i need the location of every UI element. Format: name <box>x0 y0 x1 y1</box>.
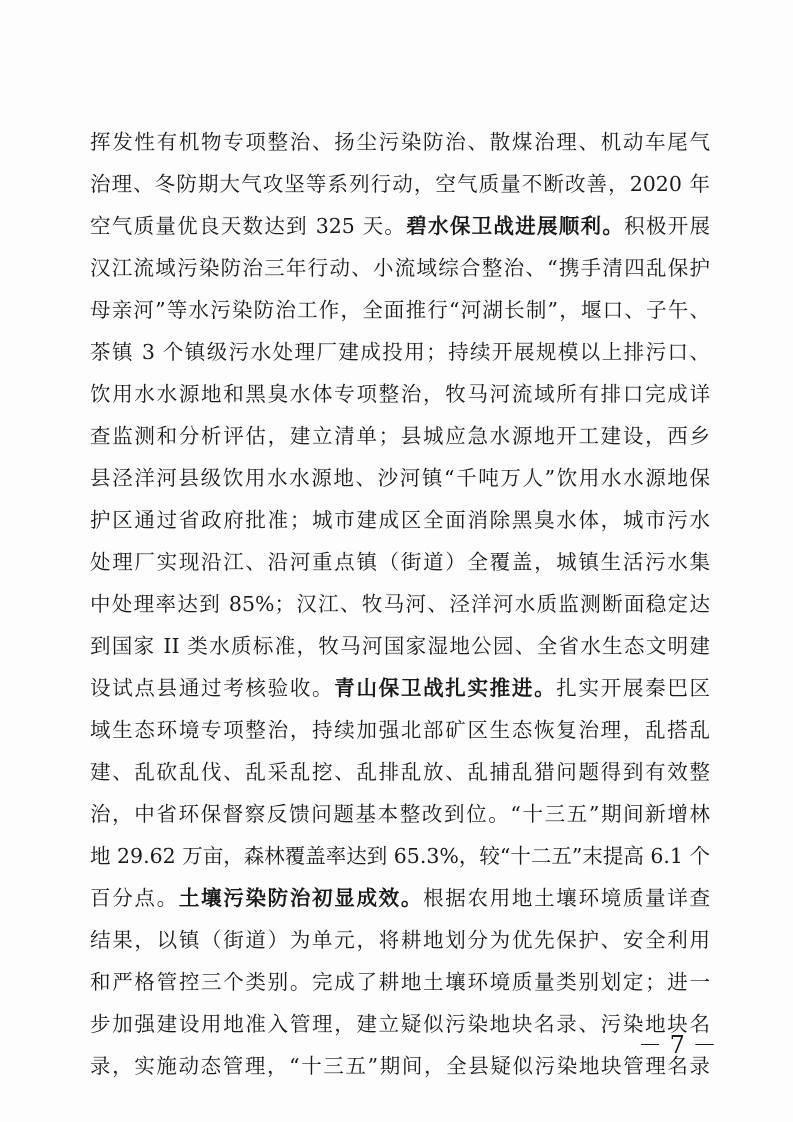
bold-heading-text: 碧水保卫战进展顺利。 <box>406 214 625 238</box>
body-text-run: 根据农用地土壤环境质量详查 <box>423 886 711 910</box>
text-line <box>90 289 710 331</box>
body-text-run: 扎实开展秦巴区 <box>556 676 711 700</box>
text-line <box>90 877 710 919</box>
text-line <box>90 793 710 835</box>
text-line <box>90 583 710 625</box>
body-text <box>90 121 710 1087</box>
body-text-run: 空气质量优良天数达到 325 天。 <box>90 214 407 238</box>
body-text-run: 录，实施动态管理，“十三五”期间，全县疑似污染地块管理名录 <box>90 1054 710 1078</box>
bold-heading-text: 土壤污染防治初显成效。 <box>178 886 424 910</box>
text-line <box>90 541 710 583</box>
body-text-run: 和严格管控三个类别。完成了耕地土壤环境质量类别划定；进一 <box>90 970 710 994</box>
text-line <box>90 1003 710 1045</box>
text-line <box>90 163 710 205</box>
body-text-run: 县泾洋河县级饮用水水源地、沙河镇“千吨万人”饮用水水源地保 <box>90 466 710 490</box>
text-line <box>90 1045 710 1087</box>
body-text-run: 挥发性有机物专项整治、扬尘污染防治、散煤治理、机动车尾气 <box>90 130 710 154</box>
body-text-run: 护区通过省政府批准；城市建成区全面消除黑臭水体，城市污水 <box>90 508 710 532</box>
page-number: － 7 － <box>638 1031 717 1059</box>
text-line <box>90 373 710 415</box>
body-text-run: 设试点县通过考核验收。 <box>90 676 335 700</box>
body-text-run: 茶镇 3 个镇级污水处理厂建成投用；持续开展规模以上排污口、 <box>90 340 710 364</box>
body-text-run: 建、乱砍乱伐、乱采乱挖、乱排乱放、乱捕乱猎问题得到有效整 <box>90 760 710 784</box>
body-text-run: 地 29.62 万亩，森林覆盖率达到 65.3%，较“十二五”末提高 6.1 个 <box>90 844 710 868</box>
text-line <box>90 331 710 373</box>
text-line <box>90 457 710 499</box>
text-line <box>90 835 710 877</box>
body-text-run: 结果，以镇（街道）为单元，将耕地划分为优先保护、安全利用 <box>90 928 710 952</box>
body-text-run: 百分点。 <box>90 886 179 910</box>
body-text-run: 查监测和分析评估，建立清单；县城应急水源地开工建设，西乡 <box>90 424 710 448</box>
text-line <box>90 415 710 457</box>
body-text-run: 中处理率达到 85%；汉江、牧马河、泾洋河水质监测断面稳定达 <box>90 592 710 616</box>
body-text-run: 治理、冬防期大气攻坚等系列行动，空气质量不断改善，2020 年 <box>90 172 710 196</box>
text-line <box>90 625 710 667</box>
text-line <box>90 961 710 1003</box>
body-text-run: 步加强建设用地准入管理，建立疑似污染地块名录、污染地块名 <box>90 1012 710 1036</box>
text-line <box>90 751 710 793</box>
body-text-run: 域生态环境专项整治，持续加强北部矿区生态恢复治理，乱搭乱 <box>90 718 710 742</box>
body-text-run: 治，中省环保督察反馈问题基本整改到位。“十三五”期间新增林 <box>90 802 710 826</box>
text-line <box>90 667 710 709</box>
text-line <box>90 205 710 247</box>
body-text-run: 积极开展 <box>624 214 711 238</box>
text-line <box>90 121 710 163</box>
bold-heading-text: 青山保卫战扎实推进。 <box>334 676 557 700</box>
body-text-run: 到国家 II 类水质标准，牧马河国家湿地公园、全省水生态文明建 <box>90 634 710 658</box>
body-text-run: 饮用水水源地和黑臭水体专项整治，牧马河流域所有排口完成详 <box>90 382 710 406</box>
text-line <box>90 499 710 541</box>
body-text-run: 母亲河”等水污染防治工作，全面推行“河湖长制”，堰口、子午、 <box>90 298 710 322</box>
text-line <box>90 919 710 961</box>
body-text-run: 汉江流域污染防治三年行动、小流域综合整治、“携手清四乱保护 <box>90 256 710 280</box>
text-line <box>90 709 710 751</box>
body-text-run: 处理厂实现沿江、沿河重点镇（街道）全覆盖，城镇生活污水集 <box>90 550 710 574</box>
text-line <box>90 247 710 289</box>
